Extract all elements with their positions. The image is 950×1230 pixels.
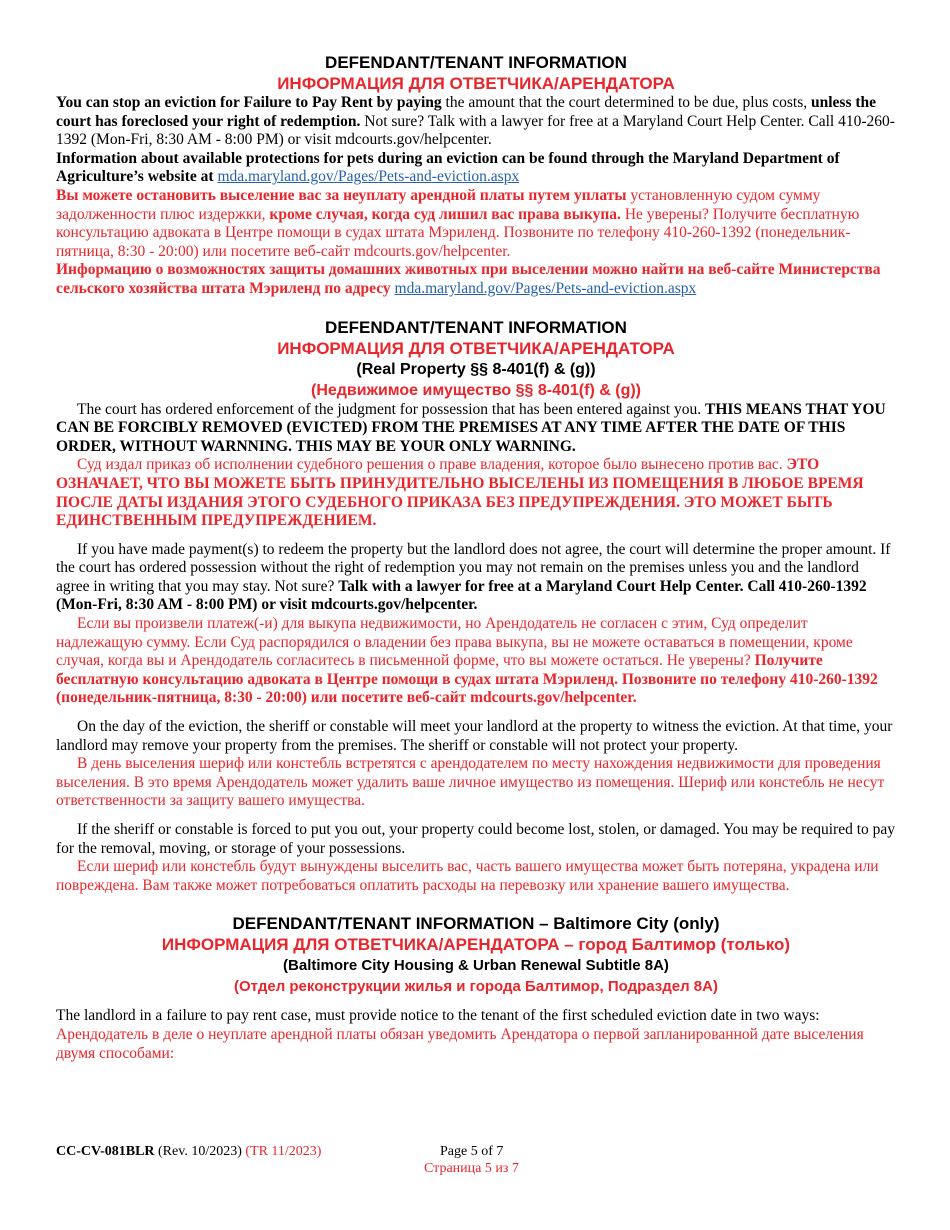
property-loss-paragraph-en: If the sheriff or constable is forced to put you out, your property could become lost, stolen, or damaged. You may be required to pay for the removal, moving, or storage of your possessions. (56, 821, 896, 857)
enforcement-paragraph-ru: Суд издал приказ об исполнении судебного решения о праве владения, которое было вынесено против вас. ЭТО ОЗНАЧАЕТ, ЧТО ВЫ МОЖЕТЕ БЫТЬ ПРИНУДИТЕЛЬНО ВЫСЕЛЕНЫ ИЗ ПОМЕЩЕНИЯ В ЛЮБОЕ ВРЕМЯ ПОСЛЕ ДАТЫ ИЗДАНИЯ ЭТОГО СУДЕБНОГО ПРИКАЗА БЕЗ ПРЕДУПРЕЖДЕНИЯ. ЭТО МОЖЕТ БЫТЬ ЕДИНСТВЕННЫМ ПРЕДУПРЕЖДЕНИЕМ. (56, 456, 864, 530)
notice-paragraph-ru: Арендодатель в деле о неуплате арендной платы обязан уведомить Арендатора о первой запланированной дате выселения двумя способами: (56, 1025, 864, 1062)
section2-subheading-en: (Real Property §§ 8-401(f) & (g)) (356, 360, 596, 378)
eviction-day-paragraph-en: On the day of the eviction, the sheriff or constable will meet your landlord at the property to witness the eviction. At that time, your landlord may remove your property from the premises. The sheriff or constable will not protect your property. (56, 718, 893, 754)
pets-eviction-link-ru[interactable]: mda.maryland.gov/Pages/Pets-and-eviction.aspx (394, 279, 697, 297)
form-identifier: CC-CV-081BLR (Rev. 10/2023) (TR 11/2023) (56, 1144, 322, 1159)
section2-heading-ru: ИНФОРМАЦИЯ ДЛЯ ОТВЕТЧИКА/АРЕНДАТОРА (277, 338, 675, 358)
section3-subheading-en: (Baltimore City Housing & Urban Renewal Subtitle 8A) (283, 957, 669, 975)
enforcement-paragraph-en: The court has ordered enforcement of the judgment for possession that has been entered against you. THIS MEANS THAT YOU CAN BE FORCIBLY REMOVED (EVICTED) FROM THE PREMISES AT ANY TIME AFTER THE DATE OF THIS ORDER, WITHOUT WARNNING. THIS MAY BE YOUR ONLY WARNING. (56, 400, 886, 455)
section3-heading-en: DEFENDANT/TENANT INFORMATION – Baltimore City (only) (232, 914, 720, 934)
section2-subheading-ru: (Недвижимое имущество §§ 8-401(f) & (g)) (310, 381, 641, 399)
notice-paragraph-en: The landlord in a failure to pay rent case, must provide notice to the tenant of the first scheduled eviction date in two ways: (56, 1007, 820, 1025)
section1-pets-paragraph-ru: Информацию о возможностях защиты домашних животных при выселении можно найти на веб-сайте Министерства сельского хозяйства штата Мэриленд по адресу mda.maryland.gov/Pages/Pets-and-eviction.aspx (56, 261, 881, 297)
section1-pets-paragraph-en: Information about available protections for pets during an eviction can be found through the Maryland Department of Agriculture’s website at mda.maryland.gov/Pages/Pets-and-eviction.aspx (56, 149, 840, 186)
redemption-paragraph-ru: Если вы произвели платеж(-и) для выкупа недвижимости, но Арендодатель не согласен с этим, Суд определит надлежащую сумму. Если Суд распорядился о владении без права выкупа, вы не можете оставаться в помещении, кроме случая, когда вы и Арендодатель согласитесь в письменной форме, что вы можете остаться. Не уверены? Получите бесплатную консультацию адвоката в Центре помощи в судах штата Мэриленд. Позвоните по телефону 410-260-1392 (понедельник-пятница, 8:30 - 20:00) или посетите веб-сайт mdcourts.gov/helpcenter. (56, 615, 878, 707)
pets-eviction-link[interactable]: mda.maryland.gov/Pages/Pets-and-eviction.aspx (217, 168, 520, 186)
section1-paragraph-ru: Вы можете остановить выселение вас за неуплату арендной платы путем уплаты установленную судом сумму задолженности плюс издержки, кроме случая, когда суд лишил вас права выкупа. Не уверены? Получите бесплатную консультацию адвоката в Центре помощи в судах штата Мэриленд. Позвоните по телефону 410-260-1392 (понедельник-пятница, 8:30 - 20:00) или посетите веб-сайт mdcourts.gov/helpcenter. (56, 186, 860, 260)
eviction-day-paragraph-ru: В день выселения шериф или констебль встретятся с арендодателем по месту нахождения недвижимости для проведения выселения. В это время Арендодатель может удалить ваше личное имущество из помещения. Шериф или констебль не несут ответственности за защиту вашего имущества. (56, 755, 885, 810)
section1-paragraph-en: You can stop an eviction for Failure to Pay Rent by paying the amount that the court determined to be due, plus costs, unless the court has foreclosed your right of redemption. Not sure? Talk with a lawyer for free at a Maryland Court Help Center. Call 410-260-1392 (Mon-Fri, 8:30 AM - 8:00 PM) or visit mdcourts.gov/helpcenter. (56, 94, 895, 149)
page-number: Page 5 of 7 (440, 1144, 504, 1159)
document-page (56, 52, 896, 1063)
section3-heading-ru: ИНФОРМАЦИЯ ДЛЯ ОТВЕТЧИКА/АРЕНДАТОРА – город Балтимор (только) (161, 935, 791, 955)
page-number-ru: Страница 5 из 7 (424, 1161, 519, 1176)
section2-heading-en: DEFENDANT/TENANT INFORMATION (325, 317, 627, 337)
section1-heading-ru: ИНФОРМАЦИЯ ДЛЯ ОТВЕТЧИКА/АРЕНДАТОРА (277, 74, 675, 93)
section1-heading-en: DEFENDANT/TENANT INFORMATION (325, 53, 627, 72)
section3-subheading-ru: (Отдел реконструкции жилья и города Балтимор, Подраздел 8А) (234, 978, 718, 996)
property-loss-paragraph-ru: Если шериф или констебль будут вынуждены выселить вас, часть вашего имущества может быть потеряна, украдена или повреждена. Вам также может потребоваться оплатить расходы на перевозку или хранение вашего имущества. (56, 858, 879, 894)
redemption-paragraph-en: If you have made payment(s) to redeem the property but the landlord does not agree, the court will determine the proper amount. If the court has ordered possession without the right of redemption you may not remain on the premises unless you and the landlord agree in writing that you may stay. Not sure? Talk with a lawyer for free at a Maryland Court Help Center. Call 410-260-1392 (Mon-Fri, 8:30 AM - 8:00 PM) or visit mdcourts.gov/helpcenter. (56, 540, 891, 614)
